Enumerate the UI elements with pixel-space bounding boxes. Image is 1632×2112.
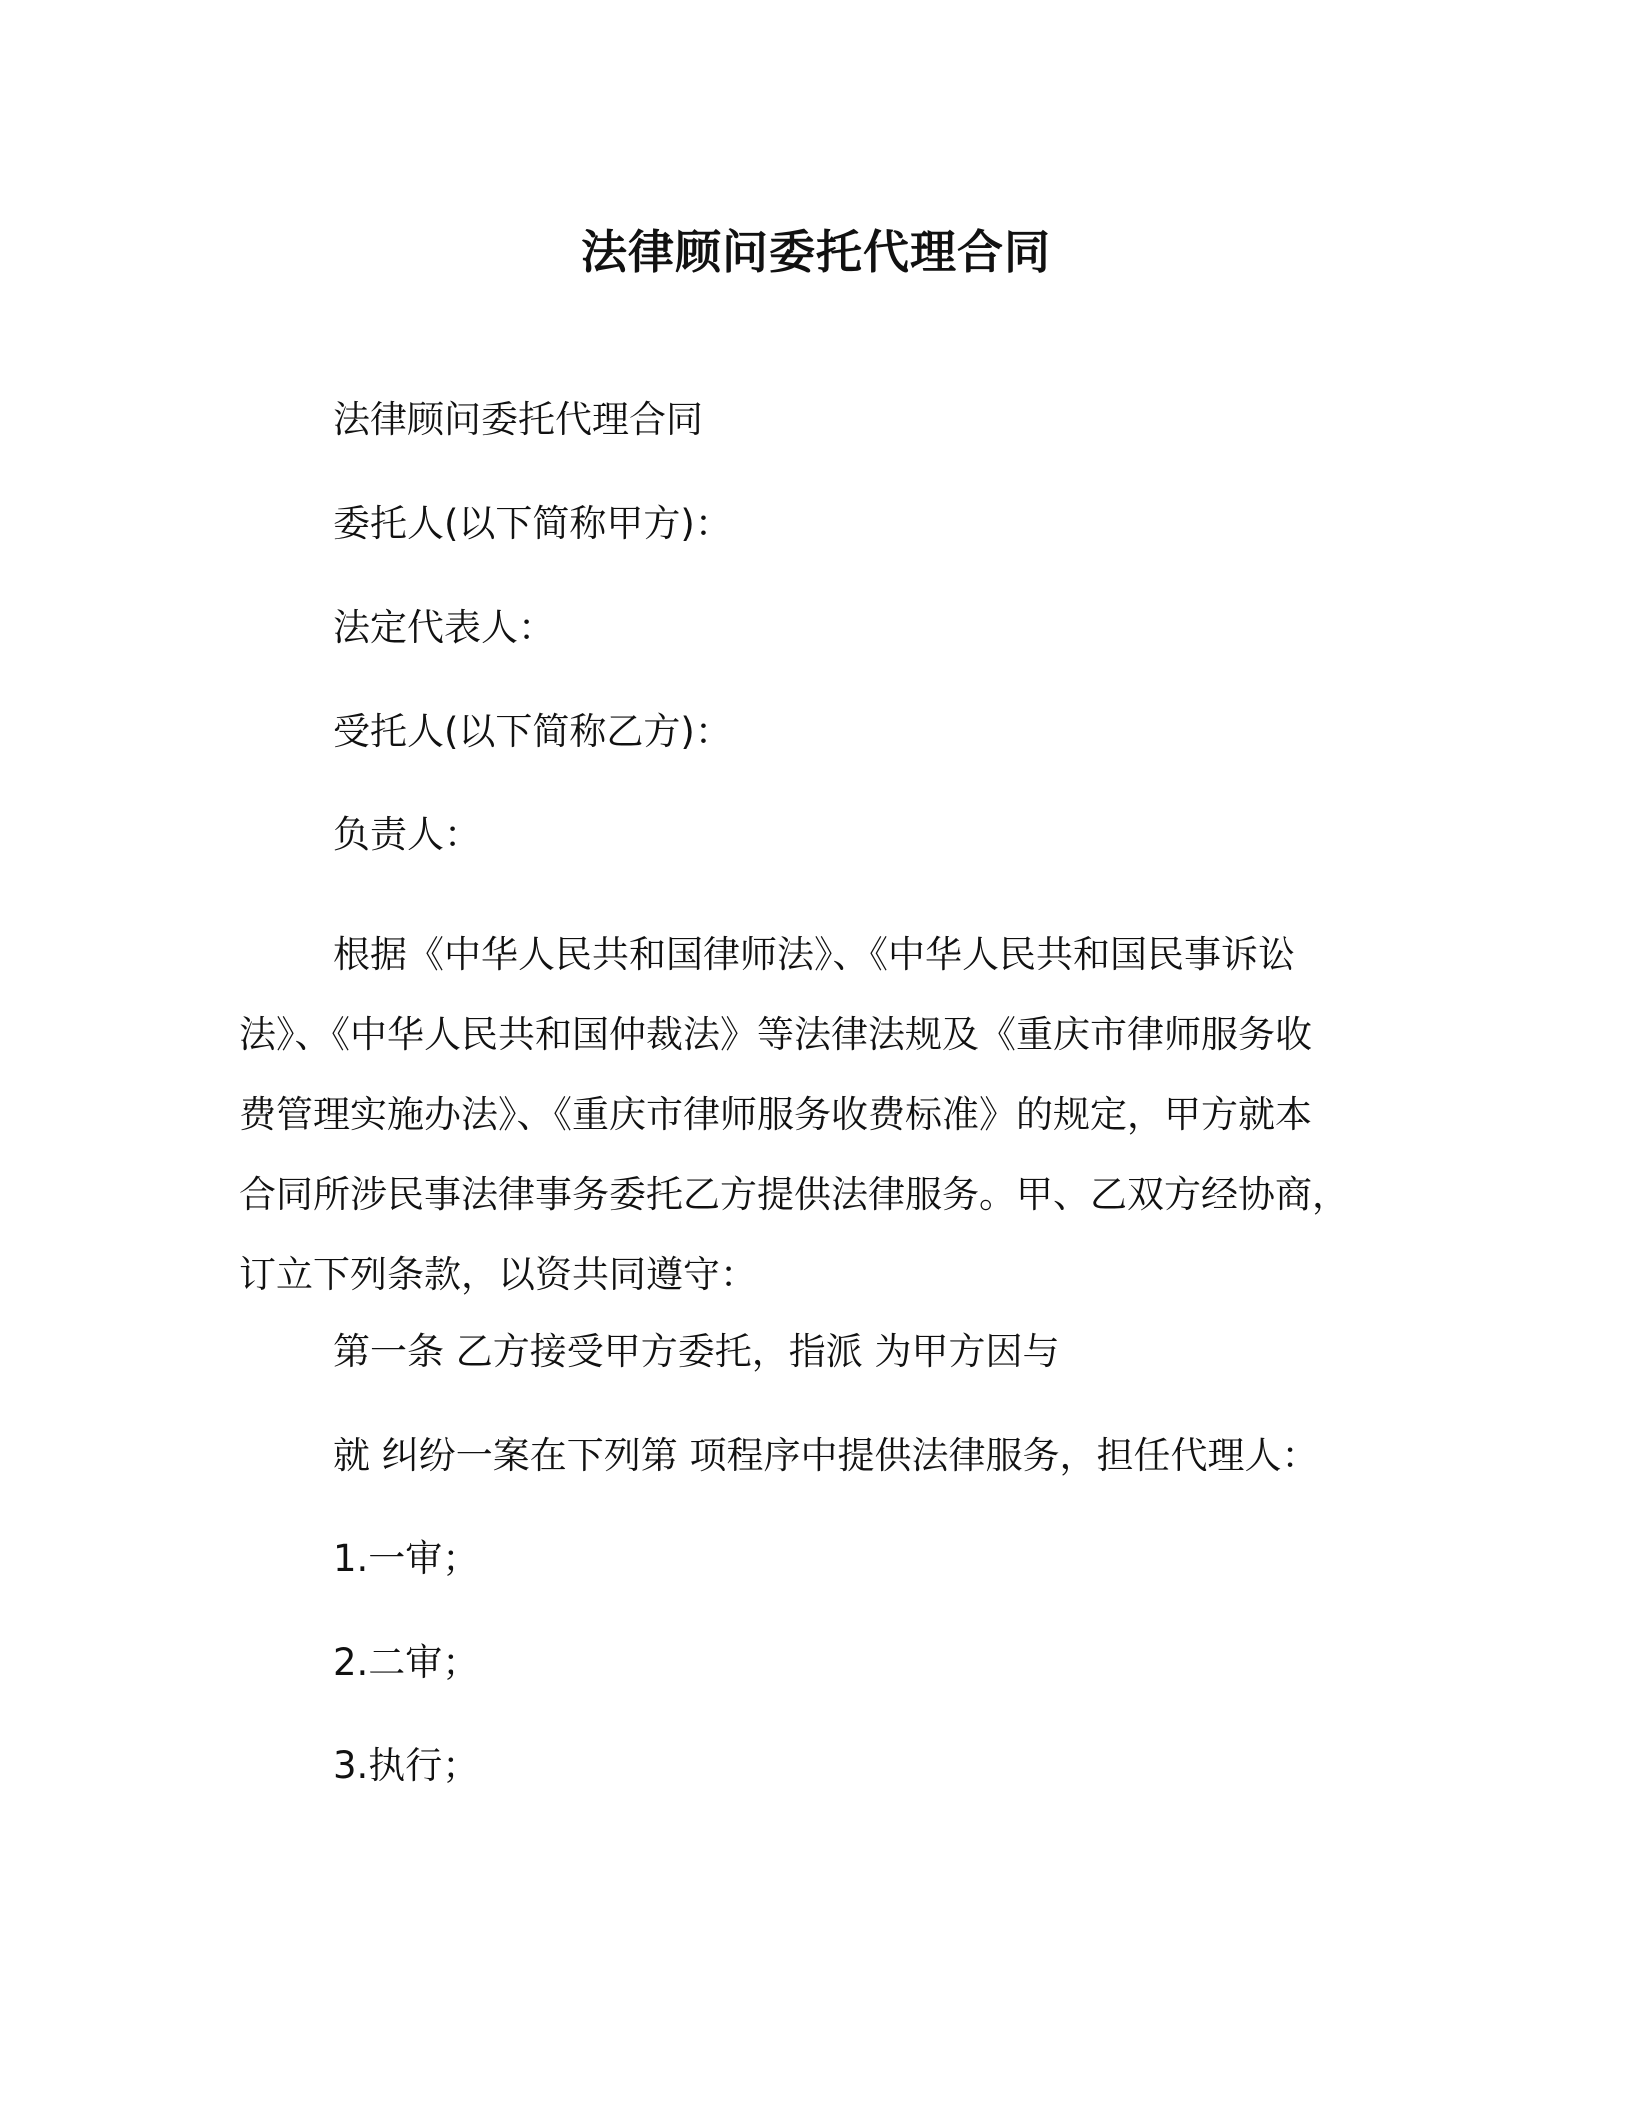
legal-rep-field: 法定代表人： [333, 606, 555, 649]
list-item-first-instance: 1.一审； [333, 1537, 480, 1580]
list-item-second-instance: 2.二审； [333, 1641, 480, 1684]
responsible-field: 负责人： [333, 813, 481, 856]
preamble-line: 根据《中华人民共和国律师法》、《中华人民共和国民事诉讼 [333, 933, 1295, 976]
article-1-line-1: 第一条 乙方接受甲方委托，指派 为甲方因与 [333, 1330, 1060, 1373]
client-field: 委托人(以下简称甲方)： [333, 502, 732, 545]
preamble-paragraph [239, 915, 1359, 1315]
document-title: 法律顾问委托代理合同 [581, 225, 1051, 279]
agent-field: 受托人(以下简称乙方)： [333, 710, 732, 753]
list-item-execution: 3.执行； [333, 1744, 480, 1787]
heading-repeat: 法律顾问委托代理合同 [333, 398, 703, 441]
preamble-line: 法》、《中华人民共和国仲裁法》等法律法规及《重庆市律师服务收 [239, 1013, 1312, 1056]
preamble-line: 合同所涉民事法律事务委托乙方提供法律服务。甲、乙双方经协商， [239, 1173, 1349, 1216]
article-1-line-2: 就 纠纷一案在下列第 项程序中提供法律服务，担任代理人： [333, 1434, 1319, 1477]
preamble-line: 订立下列条款，以资共同遵守： [239, 1253, 757, 1296]
preamble-line: 费管理实施办法》、《重庆市律师服务收费标准》的规定，甲方就本 [239, 1093, 1312, 1136]
